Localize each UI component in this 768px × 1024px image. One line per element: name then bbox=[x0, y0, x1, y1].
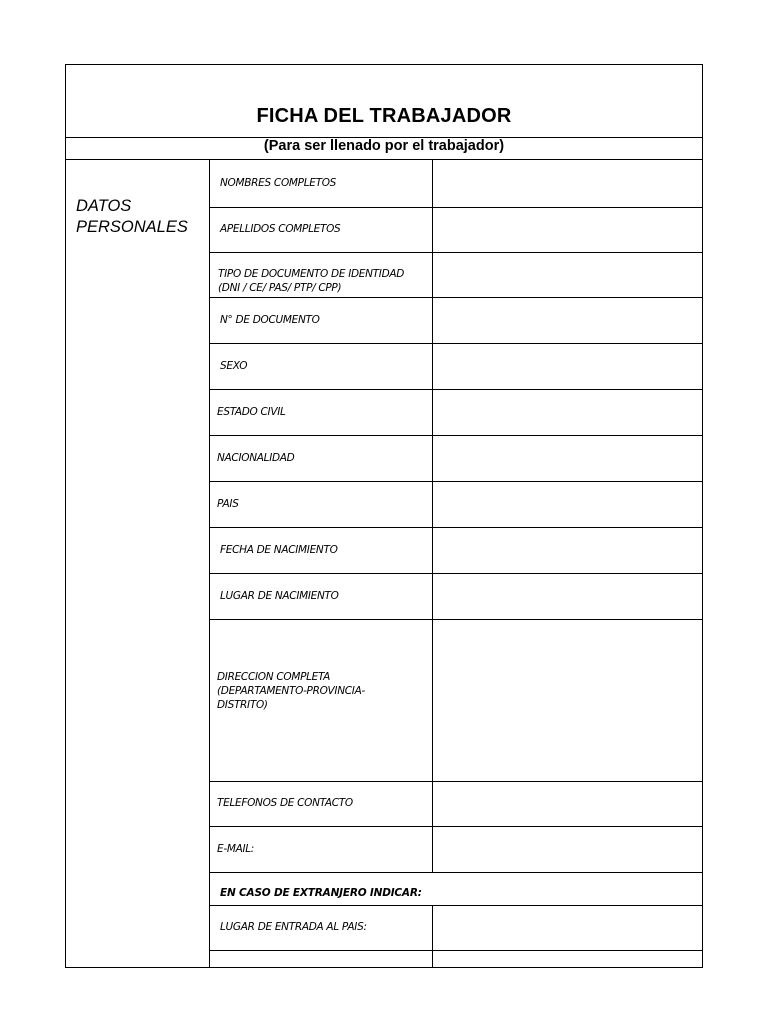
form-subtitle: (Para ser llenado por el trabajador) bbox=[66, 138, 702, 160]
field-label-cell bbox=[210, 574, 433, 619]
field-label-cell bbox=[210, 390, 433, 435]
field-row-lugar-entrada bbox=[210, 906, 703, 951]
foreign-header-row bbox=[210, 873, 703, 906]
field-label: APELLIDOS COMPLETOS bbox=[220, 223, 341, 235]
field-label-cell bbox=[210, 436, 433, 481]
field-label-cell bbox=[210, 620, 433, 781]
field-value-tipo-documento[interactable] bbox=[433, 253, 703, 297]
field-label-cell bbox=[210, 951, 433, 968]
field-label-cell bbox=[210, 253, 433, 297]
field-label: ESTADO CIVIL bbox=[217, 406, 286, 418]
field-label-cell bbox=[210, 782, 433, 826]
field-label-cell bbox=[210, 827, 433, 872]
field-row-estado-civil bbox=[210, 390, 703, 436]
field-label: LUGAR DE NACIMIENTO bbox=[220, 590, 339, 602]
field-row-email bbox=[210, 827, 703, 873]
field-label: SEXO bbox=[220, 360, 248, 372]
field-value-lugar-entrada[interactable] bbox=[433, 906, 703, 950]
field-row-sexo bbox=[210, 344, 703, 390]
section-cell bbox=[66, 160, 210, 968]
field-value-nombres[interactable] bbox=[433, 160, 703, 207]
field-label: FECHA DE NACIMIENTO bbox=[220, 544, 338, 556]
field-label-cell bbox=[210, 906, 433, 950]
field-value-pais[interactable] bbox=[433, 482, 703, 527]
field-value-direccion[interactable] bbox=[433, 620, 703, 781]
field-row-numero-documento bbox=[210, 298, 703, 344]
field-value-sexo[interactable] bbox=[433, 344, 703, 389]
field-label: DIRECCION COMPLETA (DEPARTAMENTO-PROVINCIA- DISTRITO) bbox=[217, 671, 365, 711]
field-row-tipo-documento bbox=[210, 253, 703, 298]
field-value-lugar-nacimiento[interactable] bbox=[433, 574, 703, 619]
worker-form bbox=[65, 64, 703, 968]
field-value-estado-civil[interactable] bbox=[433, 390, 703, 435]
field-row-direccion bbox=[210, 620, 703, 782]
field-value-extra[interactable] bbox=[433, 951, 703, 968]
field-label-cell bbox=[210, 482, 433, 527]
field-label: LUGAR DE ENTRADA AL PAIS: bbox=[220, 921, 367, 933]
field-row-nombres bbox=[210, 160, 703, 208]
field-label-cell bbox=[210, 528, 433, 573]
field-row-lugar-nacimiento bbox=[210, 574, 703, 620]
field-label: E-MAIL: bbox=[217, 843, 255, 855]
field-value-email[interactable] bbox=[433, 827, 703, 872]
field-label: PAIS bbox=[217, 498, 239, 510]
field-value-numero-documento[interactable] bbox=[433, 298, 703, 343]
field-label: TIPO DE DOCUMENTO DE IDENTIDAD (DNI / CE/ PAS/ PTP/ CPP) bbox=[218, 268, 405, 294]
field-row-extra bbox=[210, 951, 703, 968]
field-row-pais bbox=[210, 482, 703, 528]
field-value-nacionalidad[interactable] bbox=[433, 436, 703, 481]
field-label-cell bbox=[210, 208, 433, 252]
field-value-telefonos[interactable] bbox=[433, 782, 703, 826]
field-label-cell bbox=[210, 298, 433, 343]
field-label-cell bbox=[210, 160, 433, 207]
form-title: FICHA DEL TRABAJADOR bbox=[256, 105, 512, 127]
field-label-cell bbox=[210, 344, 433, 389]
field-label: N° DE DOCUMENTO bbox=[220, 314, 320, 326]
field-label: NOMBRES COMPLETOS bbox=[220, 177, 337, 189]
field-row-nacionalidad bbox=[210, 436, 703, 482]
section-label: DATOS PERSONALES bbox=[76, 197, 188, 236]
title-cell bbox=[66, 65, 702, 138]
field-row-fecha-nacimiento bbox=[210, 528, 703, 574]
field-label: TELEFONOS DE CONTACTO bbox=[217, 797, 353, 809]
field-row-telefonos bbox=[210, 782, 703, 827]
field-row-apellidos bbox=[210, 208, 703, 253]
foreign-header: EN CASO DE EXTRANJERO INDICAR: bbox=[220, 887, 422, 899]
field-value-fecha-nacimiento[interactable] bbox=[433, 528, 703, 573]
field-value-apellidos[interactable] bbox=[433, 208, 703, 252]
field-label: NACIONALIDAD bbox=[217, 452, 295, 464]
